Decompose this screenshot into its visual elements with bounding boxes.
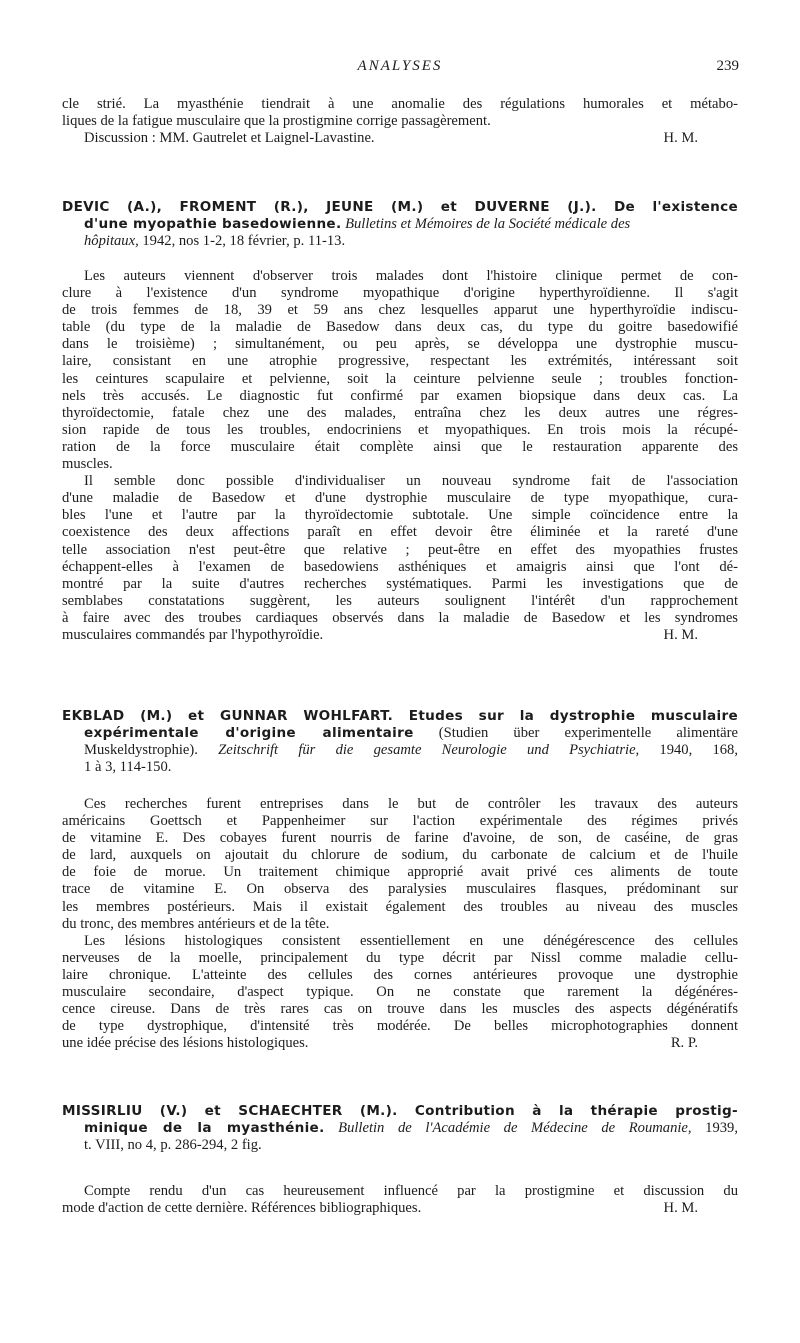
article-body bbox=[62, 268, 738, 644]
article-heading bbox=[62, 708, 738, 776]
citation: 1939, bbox=[691, 1120, 738, 1137]
article-heading bbox=[62, 199, 738, 250]
text-line: nerveuses de la moelle, principalement du type décrit par Nissl comme maladie cellu- bbox=[62, 949, 738, 966]
text-line: thyroïdectomie, fatale chez une des malades, entraîna chez les deux autres une régres- bbox=[62, 404, 738, 421]
heading-line bbox=[62, 742, 738, 759]
article-title: d'une myopathie basedowienne. bbox=[84, 216, 342, 233]
citation: 1942, nos 1-2, 18 février, p. 11-13. bbox=[138, 233, 346, 250]
citation: t. VIII, no 4, p. 286-294, 2 fig. bbox=[84, 1137, 262, 1154]
text-line: musculaire secondaire, d'aspect typique. On ne constate que rarement la dégénéres- bbox=[62, 984, 738, 1001]
text-line: de vitamine E. Des cobayes furent nourris de farine d'avoine, de son, de caséine, de gras bbox=[62, 830, 738, 847]
text-line: nels très accusés. Le diagnostic fut confirmé par examen biopsique dans deux cas. La bbox=[62, 387, 738, 404]
page-number: 239 bbox=[716, 58, 739, 74]
signature: R. P. bbox=[670, 1035, 698, 1052]
heading-line bbox=[62, 216, 738, 233]
text-line: de foie de morue. Un traitement chimique approprié avait privé ces aliments de toute bbox=[62, 864, 738, 881]
text-line: les ceintures scapulaire et pelvienne, soit la ceinture pelvienne seule ; troubles fonction- bbox=[62, 370, 738, 387]
text-line: d'une maladie de Basedow et d'une dystrophie musculaire de type myopathique, cura- bbox=[62, 490, 738, 507]
journal-name: Zeitschrift für die gesamte Neurologie und Psychiatrie, bbox=[197, 742, 640, 759]
subtitle: Muskeldystrophie). bbox=[84, 742, 198, 759]
article-heading bbox=[62, 1103, 738, 1154]
heading-line bbox=[62, 759, 738, 776]
running-title: ANALYSES bbox=[357, 58, 443, 74]
text-line: dans le troisième) ; simultanément, ou peu après, se développa une dystrophie muscu- bbox=[62, 336, 738, 353]
text-line: américains Goettsch et Pappenheimer sur l'action expérimentale des régimes privés bbox=[62, 813, 738, 830]
text-line: de type dystrophique, d'intensité très modérée. De belles microphotographies donnent bbox=[62, 1018, 738, 1035]
text-line bbox=[62, 1035, 738, 1052]
citation: 1 à 3, 114-150. bbox=[84, 759, 172, 776]
signature: H. M. bbox=[663, 1200, 698, 1217]
author-title: MISSIRLIU (V.) et SCHAECHTER (M.). Contribution à la thérapie prostig- bbox=[62, 1103, 738, 1119]
text-line: Ces recherches furent entreprises dans le but de contrôler les travaux des auteurs bbox=[84, 796, 738, 812]
author-title: EKBLAD (M.) et GUNNAR WOHLFART. Etudes sur la dystrophie musculaire bbox=[62, 708, 738, 724]
heading-line bbox=[62, 725, 738, 742]
text-line: à faire avec des troubes cardiaques observés dans la maladie de Basedow et les syndromes bbox=[62, 609, 738, 626]
text-line: Les auteurs viennent d'observer trois malades dont l'histoire clinique permet de con- bbox=[84, 268, 738, 284]
journal-name: Bulletins et Mémoires de la Société médicale des bbox=[341, 216, 631, 233]
heading-line bbox=[62, 199, 738, 216]
heading-line bbox=[62, 708, 738, 725]
text-line: Il semble donc possible d'individualiser un nouveau syndrome fait de l'association bbox=[84, 473, 738, 490]
text-line: muscles. bbox=[62, 456, 113, 473]
journal-name: Bulletin de l'Académie de Médecine de Roumanie, bbox=[324, 1120, 692, 1137]
last-line-text: une idée précise des lésions histologiques. bbox=[62, 1035, 309, 1052]
text-line: table (du type de la maladie de Basedow dans deux cas, du type du goitre basedowifié bbox=[62, 319, 738, 336]
article-title: expérimentale d'origine alimentaire bbox=[84, 725, 414, 742]
text-line: montré par la suite d'autres recherches systématiques. Parmi les investigations que de bbox=[62, 575, 738, 592]
text-line: laire, consistant en une atrophie progressive, respectant les extrémités, intéressant soit bbox=[62, 353, 738, 370]
text-line: du tronc, des membres antérieurs et de la tête. bbox=[62, 915, 330, 932]
text-line: bles l'une et l'autre par la thyroïdectomie subtotale. Une simple coïncidence entre la bbox=[62, 507, 738, 524]
text-line: clure à l'existence d'un syndrome myopathique d'origine hyperthyroïdienne. Il s'agit bbox=[62, 285, 738, 302]
text-line: cence cireuse. Dans de très rares cas on trouve dans les muscles des aspects dégénératifs bbox=[62, 1001, 738, 1018]
text-line: liques de la fatigue musculaire que la prostigmine corrige passagèrement. bbox=[62, 113, 491, 130]
text-line: échappent-elles à l'examen de basedowiens asthéniques et amaigris ainsi que l'ont dé- bbox=[62, 558, 738, 575]
heading-line bbox=[62, 233, 738, 250]
journal-name: hôpitaux, bbox=[84, 233, 139, 250]
citation: 1940, 168, bbox=[639, 742, 738, 759]
continuation-paragraph bbox=[62, 96, 738, 147]
article-body bbox=[62, 796, 738, 1052]
text-line: ration de la force musculaire était complète ainsi que le restauration apparente des bbox=[62, 438, 738, 455]
discussion-line bbox=[62, 130, 738, 147]
text-line: trace de vitamine E. On observa des paralysies musculaires flasques, prédominant sur bbox=[62, 881, 738, 898]
text-line: laire chronique. L'atteinte des cellules des cornes antérieures provoque une dystrophie bbox=[62, 966, 738, 983]
author-title: DEVIC (A.), FROMENT (R.), JEUNE (M.) et DUVERNE (J.). De l'existence bbox=[62, 199, 738, 215]
last-line-text: mode d'action de cette dernière. Références bibliographiques. bbox=[62, 1200, 422, 1217]
text-line: de lard, auxquels on ajoutait du chlorure de sodium, du carbonate de calcium et de l'huile bbox=[62, 847, 738, 864]
heading-line bbox=[62, 1120, 738, 1137]
discussion-text: Discussion : MM. Gautrelet et Laignel-Lavastine. bbox=[84, 130, 375, 147]
article-body bbox=[62, 1183, 738, 1217]
text-line: telle association n'est peut-être que relative ; peut-être en effet des myopathies frustes bbox=[62, 541, 738, 558]
text-line bbox=[62, 1200, 738, 1217]
text-line: de trois femmes de 18, 39 et 59 ans chez lesquelles apparut une hyperthyroïdie indiscu- bbox=[62, 302, 738, 319]
text-line: coexistence des deux affections paraît en effet devoir être éliminée et la rareté d'une bbox=[62, 524, 738, 541]
last-line-text: musculaires commandés par l'hypothyroïdie. bbox=[62, 626, 324, 643]
signature: H. M. bbox=[663, 626, 698, 643]
subtitle: (Studien über experimentelle alimentäre bbox=[413, 725, 738, 742]
text-line: Les lésions histologiques consistent essentiellement en une dénégérescence des cellules bbox=[84, 932, 738, 949]
text-line: sion rapide de tous les troubles, endocriniens et myopathiques. En trois mois la récupé- bbox=[62, 421, 738, 438]
heading-line bbox=[62, 1103, 738, 1120]
text-line: cle strié. La myasthénie tiendrait à une anomalie des régulations humorales et métabo- bbox=[62, 96, 738, 112]
article-title: minique de la myasthénie. bbox=[84, 1120, 325, 1137]
signature: H. M. bbox=[663, 130, 698, 147]
text-line bbox=[62, 627, 738, 644]
heading-line bbox=[62, 1137, 738, 1154]
text-line: les membres postérieurs. Mais il existait également des troubles au niveau des muscles bbox=[62, 898, 738, 915]
text-line: Compte rendu d'un cas heureusement influencé par la prostigmine et discussion du bbox=[84, 1183, 738, 1199]
text-line: semblabes constatations suggèrent, les auteurs soulignent l'intérêt d'un rapprochement bbox=[62, 592, 738, 609]
